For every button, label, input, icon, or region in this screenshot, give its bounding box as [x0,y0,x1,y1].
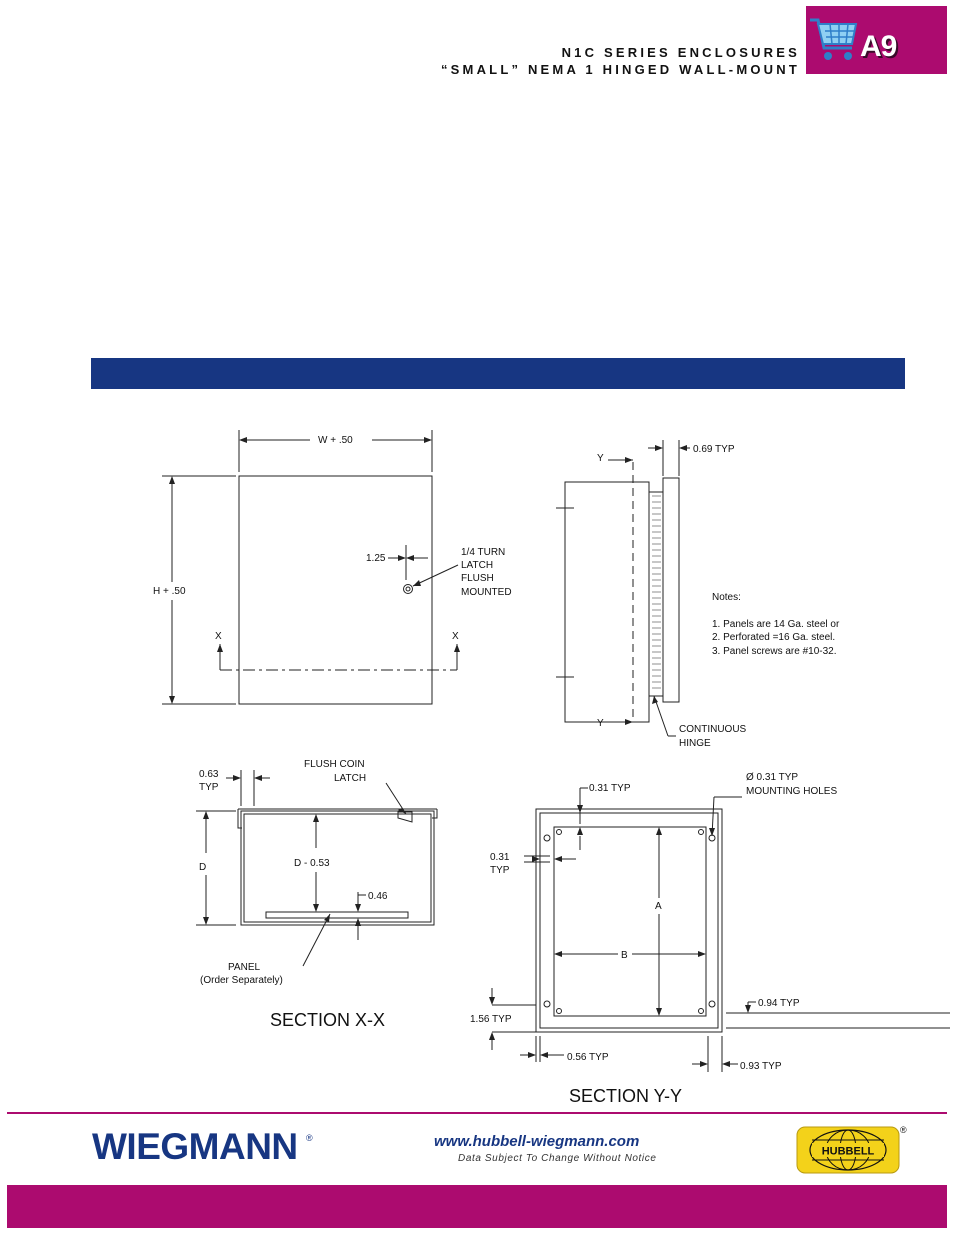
bottom-offset-label: 1.56 TYP [470,1014,512,1025]
partner-registered-mark: ® [900,1125,907,1135]
note-1: 1. Panels are 14 Ga. steel or [712,619,840,630]
coin-latch-note-line-2: LATCH [334,773,367,784]
inner-depth-dim-label: D - 0.53 [294,858,330,869]
latch-note-line-1: 1/4 TURN [461,547,506,558]
panel-width-label: B [621,950,628,961]
panel-section [266,912,408,918]
page-tab-label: A9 [860,30,897,63]
panel-note-line-2: (Order Separately) [200,975,283,986]
latch-note-line-2: LATCH [461,560,494,571]
depth-dim-label: D [199,862,207,873]
data-notice: Data Subject To Change Without Notice [458,1153,657,1164]
section-x-title: SECTION X-X [270,1010,386,1030]
latch-note-line-3: FLUSH [461,573,494,584]
right-offset-label: 0.94 TYP [758,998,800,1009]
door-profile [663,478,679,702]
right-bottom-offset-label: 0.93 TYP [740,1061,782,1072]
mounting-hole [544,1001,550,1007]
side-body-outline [565,482,649,722]
latch-dim-label: 1.25 [366,553,386,564]
coin-latch-note-line-1: FLUSH COIN [304,759,365,770]
note-2: 2. Perforated =16 Ga. steel. [712,632,836,643]
top-offset-label: 0.31 TYP [589,783,631,794]
panel-note-line-1: PANEL [228,962,261,973]
section-mark-y-top: Y [597,453,604,464]
lip-dim-line-1: 0.63 [199,769,219,780]
section-mark-y-bottom: Y [597,718,604,729]
hubbell-logo-text: HUBBELL [821,1145,875,1158]
section-mark-x-right: X [452,631,459,642]
wiegmann-logo: WIEGMANN [92,1126,298,1167]
side-offset-line-1: 0.31 [490,852,510,863]
quarter-turn-latch [404,585,413,594]
latch-note-line-4: MOUNTED [461,587,512,598]
left-offset-label: 0.56 TYP [567,1052,609,1063]
hole-note-line-1: Ø 0.31 TYP [746,772,799,783]
series-title: N1C SERIES ENCLOSURES [561,45,800,60]
height-dim-label: H + .50 [153,586,186,597]
hubbell-logo [796,1126,900,1174]
footer-rule [7,1112,947,1114]
hole-note-line-2: MOUNTING HOLES [746,786,838,797]
series-subtitle: “SMALL” NEMA 1 HINGED WALL-MOUNT [440,62,800,77]
note-3: 3. Panel screws are #10-32. [712,646,837,657]
lip-dim-line-2: TYP [199,782,219,793]
flange-dim-label: 0.69 TYP [693,444,735,455]
footer-bar [7,1185,947,1228]
width-dim-label: W + .50 [318,435,353,446]
panel-height-label: A [655,901,662,912]
side-offset-line-2: TYP [490,865,510,876]
mounting-hole [544,835,550,841]
hinge-note-line-2: HINGE [679,738,711,749]
mounting-hole [709,1001,715,1007]
standoff-dim-label: 0.46 [368,891,388,902]
notes-heading: Notes: [712,592,741,603]
hinge-strip [649,492,663,696]
section-mark-x-left: X [215,631,222,642]
section-y-title: SECTION Y-Y [569,1086,683,1106]
panel-outline [554,827,706,1016]
website-link[interactable]: www.hubbell-wiegmann.com [434,1133,640,1150]
hinge-note-line-1: CONTINUOUS [679,724,747,735]
brand-registered-mark: ® [306,1133,313,1143]
